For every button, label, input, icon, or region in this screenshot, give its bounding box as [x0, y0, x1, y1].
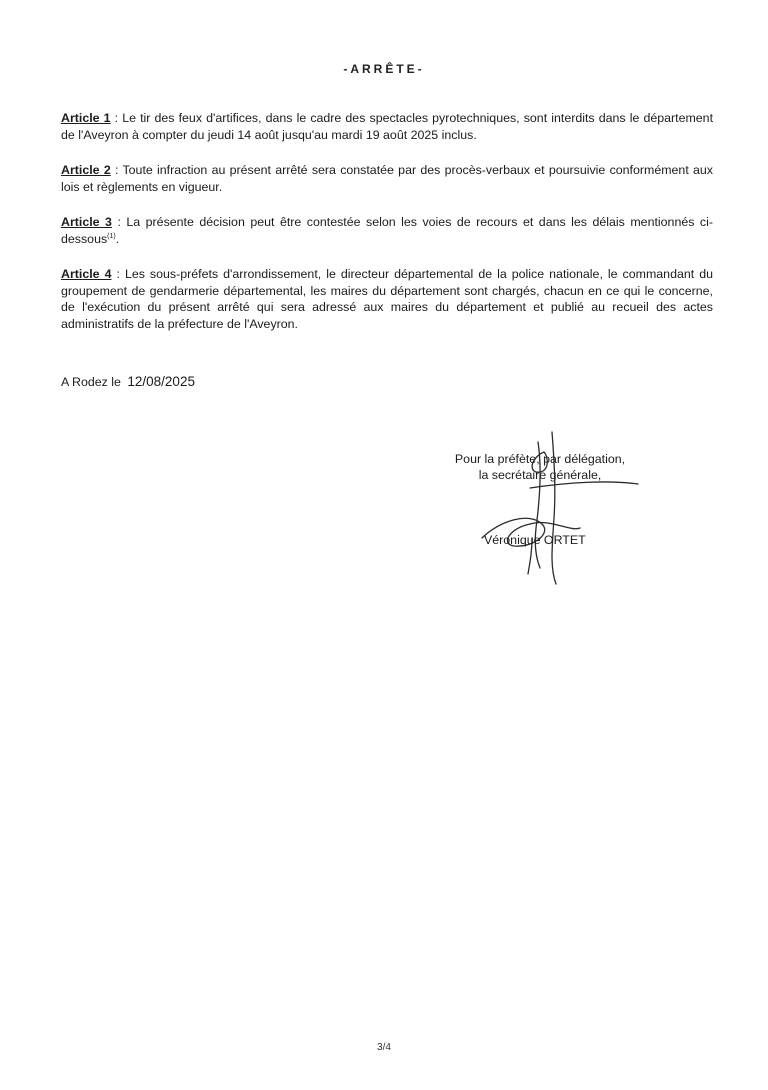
article-4-text: Les sous-préfets d'arrondissement, le directeur départemental de la police nationale, le commandant du groupement de gendarmerie départemental, les maires du département sont chargés, chacun en ce qui le concerne, de l'exécution du présent arrêté qui sera adressé aux maires du département et publié au recueil des actes administratifs de la préfecture de l'Aveyron. [61, 267, 713, 331]
article-4-separator: : [111, 267, 125, 281]
footnote-mark: (1) [107, 232, 116, 240]
article-2-text: Toute infraction au présent arrêté sera constatée par des procès-verbaux et poursuivie conformément aux lois et règlements en vigueur. [61, 163, 714, 194]
signature-line-2: la secrétaire générale, [478, 467, 602, 482]
article-3-heading: Article 3 [61, 215, 112, 229]
article-3-separator: : [111, 215, 127, 229]
article-3-text-end: . [115, 231, 120, 246]
signature-date: 12/08/2025 [127, 374, 195, 389]
article-2-separator: : [110, 163, 123, 177]
place-date [61, 374, 195, 389]
article-1-separator: : [110, 111, 123, 125]
article-3 [61, 214, 713, 247]
article-1 [61, 110, 713, 143]
signer-name: Véronique ORTET [484, 533, 586, 547]
article-1-text: Le tir des feux d'artifices, dans le cadre des spectacles pyrotechniques, sont interdits dans le département de l'Aveyron à compter du jeudi 14 août jusqu'au mardi 19 août 2025 inclus. [61, 111, 714, 142]
article-2-heading: Article 2 [61, 163, 111, 177]
document-title: -ARRÊTE- [343, 62, 425, 76]
handwritten-signature [470, 428, 650, 588]
article-4-heading: Article 4 [61, 267, 112, 281]
article-2 [61, 162, 713, 195]
signature-line-1: Pour la préfète, par délégation, [454, 452, 626, 466]
article-4 [61, 266, 713, 332]
article-3-text: La présente décision peut être contestée selon les voies de recours et dans les délais mentionnés ci-dessous [61, 215, 713, 246]
page-number: 3/4 [377, 1042, 391, 1053]
place-label: A Rodez le [61, 375, 121, 389]
article-1-heading: Article 1 [61, 111, 111, 125]
